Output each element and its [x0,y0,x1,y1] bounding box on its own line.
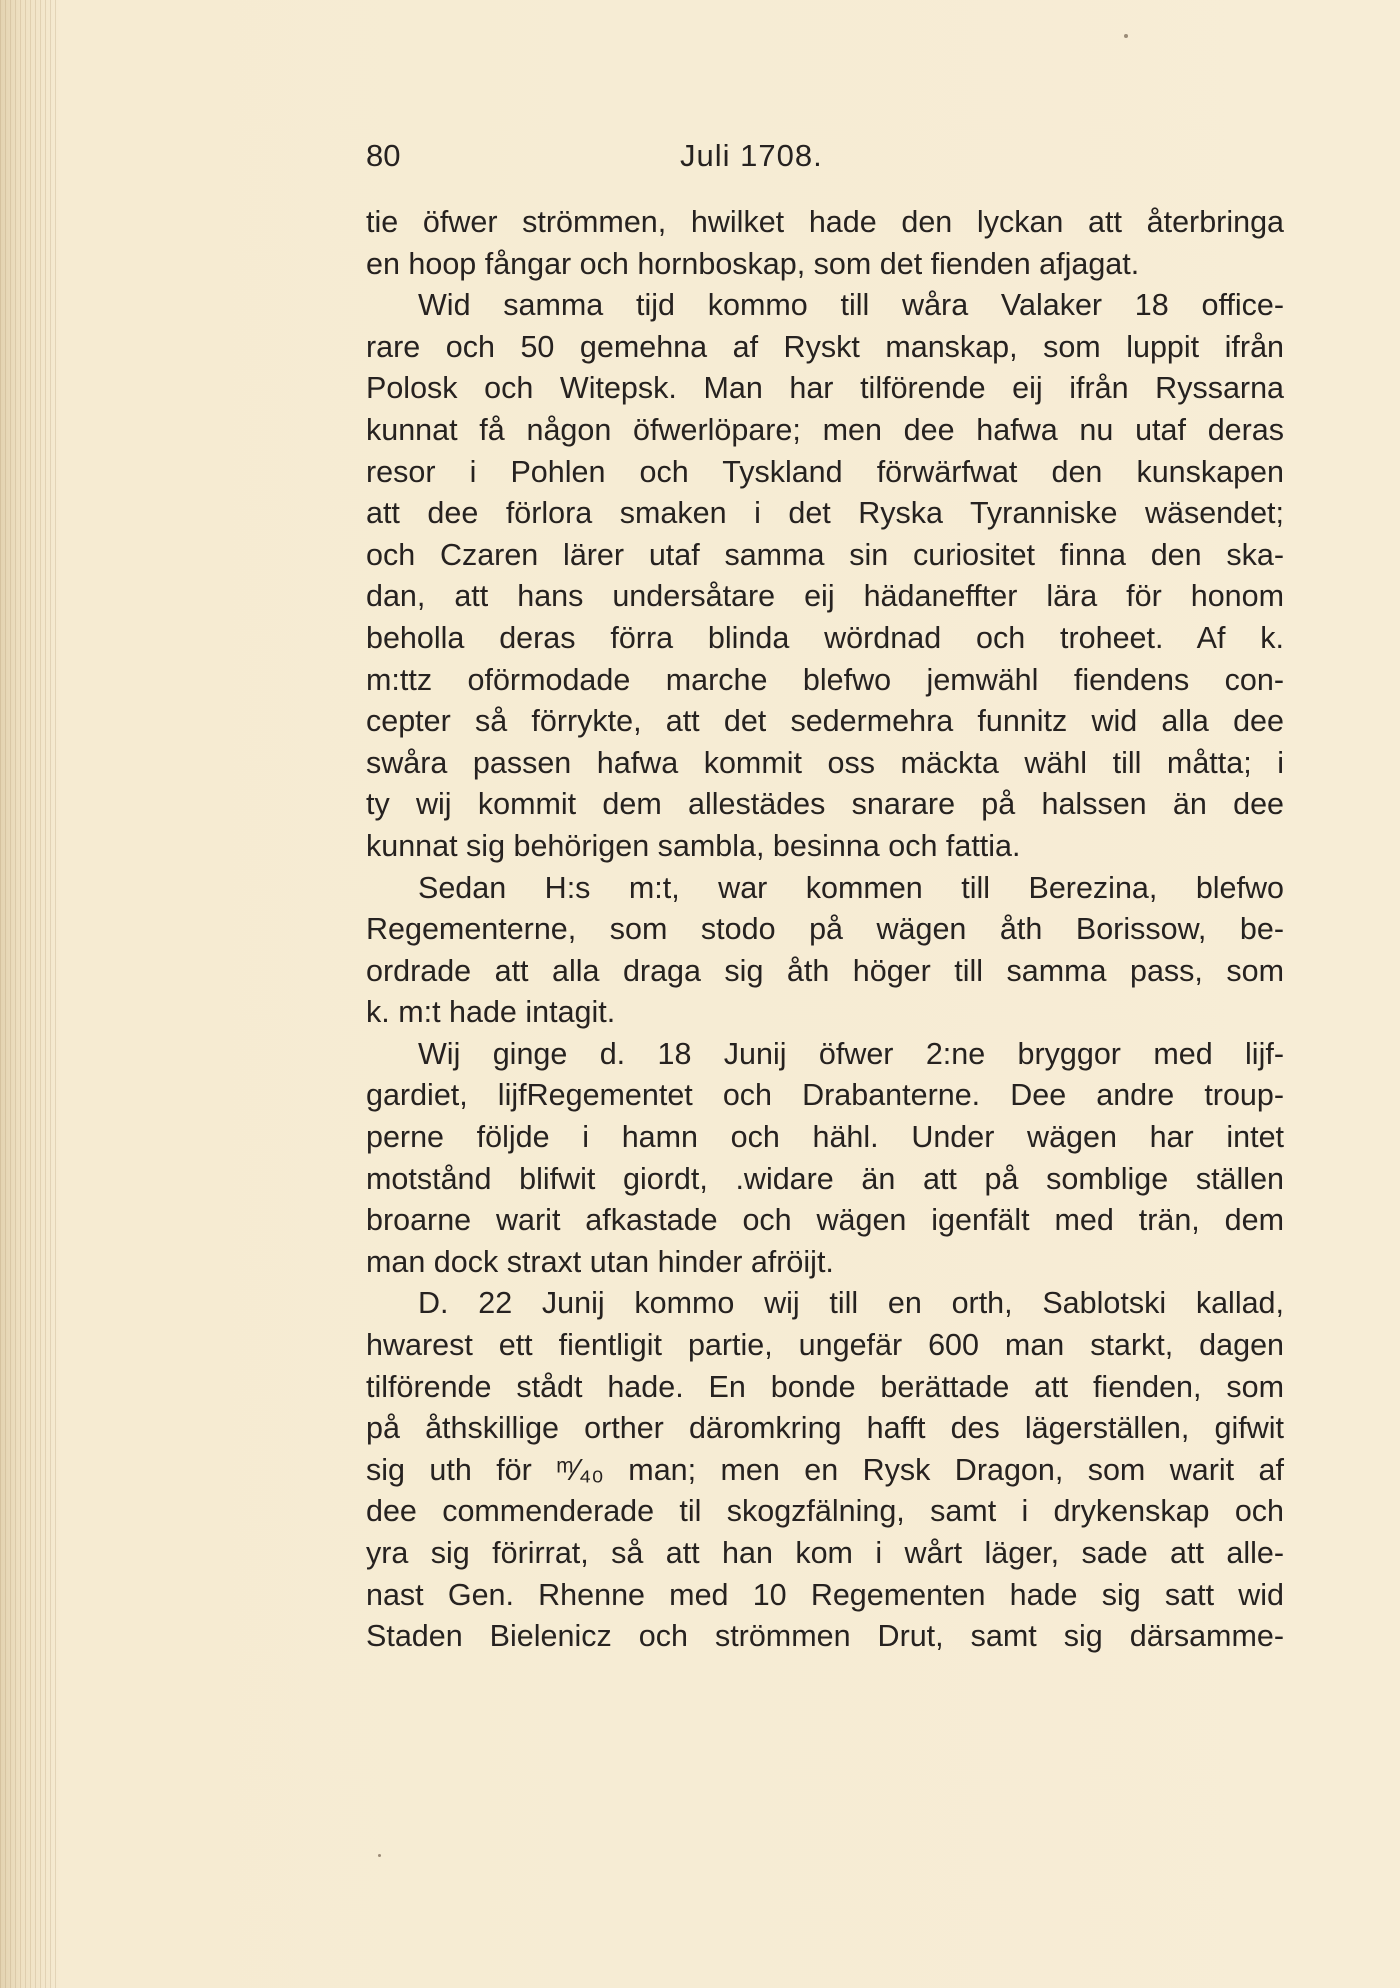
print-speck [1124,34,1128,38]
body-text [366,202,1284,1658]
text-line: Sedan H:s m:t, war kommen till Berezina, blefwo [418,870,1284,905]
text-line: kunnat få någon öfwerlöpare; men dee hafwa nu utaf deras [366,412,1284,447]
text-line: perne följde i hamn och hähl. Under wägen har intet [366,1120,1284,1155]
page-number: 80 [366,138,401,173]
text-line: Wid samma tijd kommo till wåra Valaker 18 office- [418,288,1284,323]
text-line: att dee förlora smaken i det Ryska Tyranniske wäsendet; [366,496,1284,531]
paragraph [366,202,1284,285]
paragraph [366,1034,1284,1284]
text-line: dee commenderade til skogzfälning, samt i drykenskap och [366,1494,1284,1529]
text-line: tilförende stådt hade. En bonde berättade att fienden, som [366,1369,1284,1404]
text-line: och Czaren lärer utaf samma sin curiositet finna den ska- [366,537,1284,572]
text-line: rare och 50 gemehna af Ryskt manskap, som luppit ifrån [366,329,1284,364]
text-line: en hoop fångar och hornboskap, som det fienden afjagat. [366,246,1140,281]
text-line: hwarest ett fientligit partie, ungefär 600 man starkt, dagen [366,1328,1284,1363]
text-line: sig uth för ᵐ⁄₄₀ man; men en Rysk Dragon, som warit af [366,1452,1284,1487]
text-line: D. 22 Junij kommo wij till en orth, Sablotski kallad, [418,1286,1284,1321]
text-line: Wij ginge d. 18 Junij öfwer 2:ne bryggor med lijf- [418,1036,1284,1071]
running-title: Juli 1708. [680,138,823,173]
text-line: Staden Bielenicz och strömmen Drut, samt sig därsamme- [366,1619,1284,1654]
page-edge-stack [0,0,60,1988]
text-line: Polosk och Witepsk. Man har tilförende eij ifrån Ryssarna [366,371,1284,406]
text-line: kunnat sig behörigen sambla, besinna och fattia. [366,828,1021,863]
text-line: dan, att hans undersåtare eij hädaneffter lära för honom [366,579,1284,614]
text-line: ty wij kommit dem allestädes snarare på halssen än dee [366,787,1284,822]
text-line: yra sig förirrat, så att han kom i wårt läger, sade att alle- [366,1536,1284,1570]
text-line: beholla deras förra blinda wördnad och troheet. Af k. [366,620,1284,655]
text-line: k. m:t hade intagit. [366,995,616,1030]
text-line: Regementerne, som stodo på wägen åth Borissow, be- [366,912,1284,947]
paragraph [366,285,1284,867]
text-line: resor i Pohlen och Tyskland förwärfwat den kunskapen [366,454,1284,489]
paragraph [366,1283,1284,1657]
text-line: gardiet, lijfRegementet och Drabanterne. Dee andre troup- [366,1078,1284,1113]
text-line: man dock straxt utan hinder afröijt. [366,1244,834,1279]
text-line: på åthskillige orther däromkring hafft des lägerställen, gifwit [366,1411,1284,1446]
text-line: motstånd blifwit giordt, .widare än att på somblige ställen [366,1161,1284,1196]
text-line: broarne warit afkastade och wägen igenfält med trän, dem [366,1203,1284,1238]
text-line: m:ttz oförmodade marche blefwo jemwähl fiendens con- [366,662,1284,697]
page-header [366,130,1330,180]
print-speck [378,1854,381,1857]
text-line: ordrade att alla draga sig åth höger till samma pass, som [366,953,1284,988]
text-line: nast Gen. Rhenne med 10 Regementen hade sig satt wid [366,1577,1284,1612]
text-line: swåra passen hafwa kommit oss mäckta wähl till måtta; i [366,745,1284,780]
paragraph [366,868,1284,1034]
text-line: cepter så förrykte, att det sedermehra funnitz wid alla dee [366,704,1284,739]
text-line: tie öfwer strömmen, hwilket hade den lyckan att återbringa [366,205,1284,239]
